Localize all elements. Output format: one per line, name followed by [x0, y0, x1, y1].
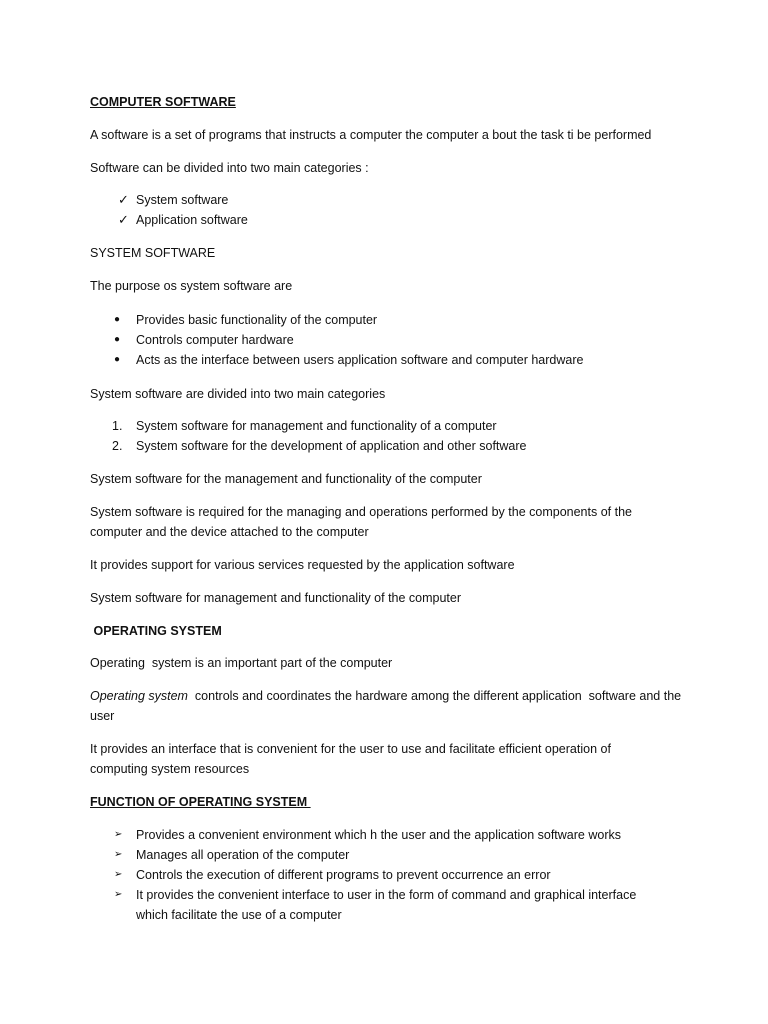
- list-item-text: System software for the development of application and other software: [136, 439, 527, 453]
- paragraph-system-divided: System software are divided into two main categories: [90, 387, 386, 401]
- list-item-text: Provides a convenient environment which h the user and the application software works: [136, 828, 621, 842]
- paragraph-os-interface: It provides an interface that is convenient for the user to use and facilitate efficient operation of computing system resources: [90, 742, 611, 776]
- list-item: [90, 845, 670, 865]
- heading-system-software: SYSTEM SOFTWARE: [90, 246, 216, 260]
- paragraph-os-controls: [90, 686, 690, 726]
- list-item-text: Controls the execution of different programs to prevent occurrence an error: [136, 868, 551, 882]
- bullet-icon: ●: [114, 334, 121, 345]
- checkmark-icon: ✓: [118, 212, 129, 227]
- list-item-text: System software for management and functionality of a computer: [136, 419, 497, 433]
- checkmark-icon: ✓: [118, 192, 129, 207]
- system-category-list: [90, 416, 690, 456]
- list-item: [90, 436, 690, 456]
- list-item-text: Controls computer hardware: [136, 333, 294, 347]
- paragraph-management-title: System software for the management and functionality of the computer: [90, 472, 482, 486]
- arrow-bullet-icon: ➢: [114, 829, 123, 840]
- list-number: 2.: [112, 439, 123, 453]
- paragraph-support: It provides support for various services requested by the application software: [90, 558, 515, 572]
- list-item: [90, 865, 670, 885]
- list-item-text: Acts as the interface between users application software and computer hardware: [136, 353, 584, 367]
- arrow-bullet-icon: ➢: [114, 849, 123, 860]
- function-list: [90, 825, 670, 925]
- bullet-icon: ●: [114, 354, 121, 365]
- heading-computer-software: COMPUTER SOFTWARE: [90, 95, 236, 109]
- list-item: [90, 330, 690, 350]
- software-category-list: [90, 190, 690, 230]
- paragraph-categories-intro: Software can be divided into two main categories :: [90, 161, 369, 175]
- purpose-list: [90, 310, 690, 370]
- paragraph-os-important: Operating system is an important part of the computer: [90, 656, 393, 670]
- italic-term: Operating system: [90, 689, 188, 703]
- list-item-text: It provides the convenient interface to user in the form of command and graphical interface which facilitate the use of a computer: [136, 888, 637, 922]
- heading-operating-system: OPERATING SYSTEM: [90, 624, 222, 638]
- list-item: [90, 825, 670, 845]
- paragraph-text: controls and coordinates the hardware among the different application software and the user: [90, 689, 685, 723]
- paragraph-management-repeat: System software for management and functionality of the computer: [90, 591, 462, 605]
- paragraph-system-required: System software is required for the managing and operations performed by the components of the computer and the device attached to the computer: [90, 505, 632, 539]
- paragraph-purpose: The purpose os system software are: [90, 279, 293, 293]
- list-item: [90, 210, 690, 230]
- heading-function-of-os: FUNCTION OF OPERATING SYSTEM: [90, 795, 311, 809]
- list-item-text: Provides basic functionality of the computer: [136, 313, 378, 327]
- arrow-bullet-icon: ➢: [114, 889, 123, 900]
- bullet-icon: ●: [114, 314, 121, 325]
- list-item-text: Manages all operation of the computer: [136, 848, 350, 862]
- list-item: [90, 350, 690, 370]
- list-item: [90, 885, 670, 925]
- list-item: [90, 416, 690, 436]
- list-number: 1.: [112, 419, 123, 433]
- list-item: [90, 190, 690, 210]
- list-item-text: Application software: [136, 213, 248, 227]
- list-item: [90, 310, 690, 330]
- list-item-text: System software: [136, 193, 229, 207]
- arrow-bullet-icon: ➢: [114, 869, 123, 880]
- paragraph-software-definition: A software is a set of programs that instructs a computer the computer a bout the task ti be performed: [90, 128, 652, 142]
